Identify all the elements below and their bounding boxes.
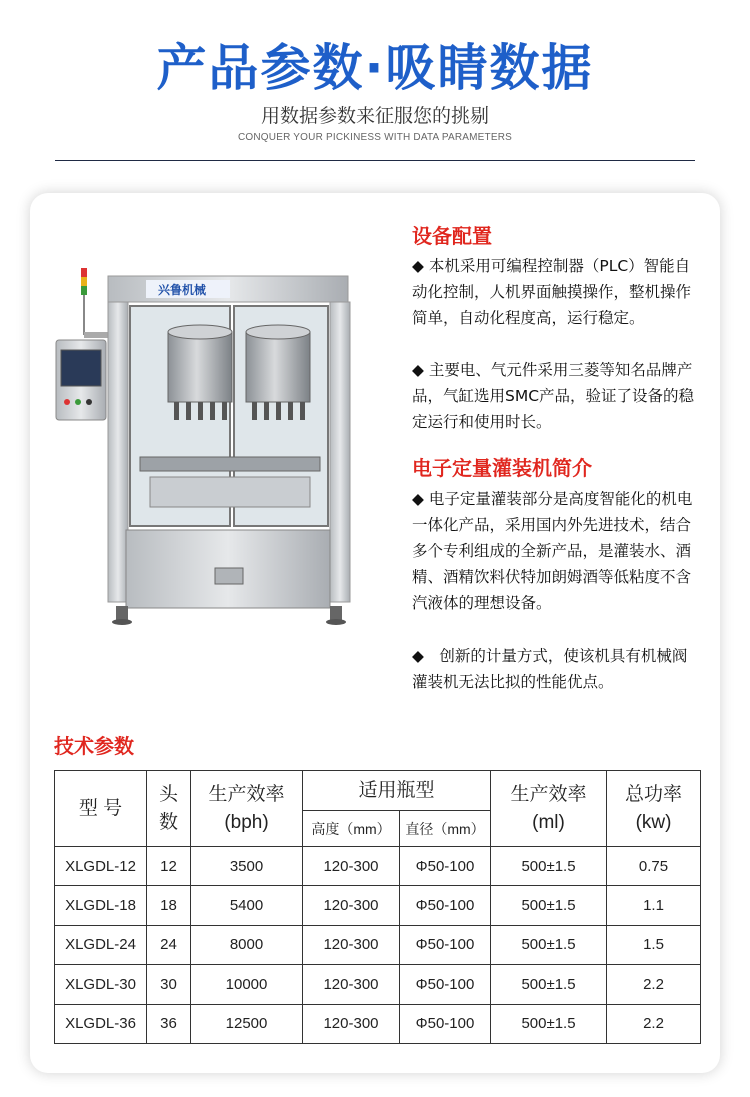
cell-height: 120-300 xyxy=(303,1004,400,1043)
cell-model: XLGDL-30 xyxy=(55,965,147,1004)
header-efficiency: 生产效率 (bph) xyxy=(191,771,303,847)
header-model: 型 号 xyxy=(55,771,147,847)
cell-diameter: Φ50-100 xyxy=(400,1004,491,1043)
page-subtitle-english: CONQUER YOUR PICKINESS WITH DATA PARAMETERS xyxy=(237,132,512,143)
cell-height: 120-300 xyxy=(303,886,400,925)
page-title: 产品参数·吸睛数据 xyxy=(156,39,594,97)
cell-power: 1.5 xyxy=(607,925,701,964)
machine-brand-label: 兴鲁机械 xyxy=(158,283,207,297)
cell-height: 120-300 xyxy=(303,925,400,964)
cell-height: 120-300 xyxy=(303,847,400,886)
config-title: 设备配置 xyxy=(412,224,492,248)
cell-volume: 500±1.5 xyxy=(491,925,607,964)
intro-paragraph-2: ◆ 创新的计量方式，使该机具有机械阀灌装机无法比拟的性能优点。 xyxy=(412,647,688,691)
header xyxy=(0,0,750,165)
specs-table xyxy=(54,770,700,1044)
header-bottle-type: 适用瓶型 xyxy=(303,771,491,811)
cell-bph: 5400 xyxy=(191,886,303,925)
cell-volume: 500±1.5 xyxy=(491,1004,607,1043)
cell-model: XLGDL-24 xyxy=(55,925,147,964)
header-diameter: 直径（mm） xyxy=(400,811,491,847)
cell-volume: 500±1.5 xyxy=(491,965,607,1004)
cell-heads: 18 xyxy=(147,886,191,925)
table-row xyxy=(55,1004,701,1043)
table-row xyxy=(55,847,701,886)
cell-model: XLGDL-18 xyxy=(55,886,147,925)
cell-bph: 10000 xyxy=(191,965,303,1004)
cell-power: 0.75 xyxy=(607,847,701,886)
header-volume: 生产效率 (ml) xyxy=(491,771,607,847)
specs-title: 技术参数 xyxy=(54,734,134,758)
cell-heads: 30 xyxy=(147,965,191,1004)
cell-diameter: Φ50-100 xyxy=(400,925,491,964)
cell-model: XLGDL-12 xyxy=(55,847,147,886)
cell-bph: 8000 xyxy=(191,925,303,964)
cell-volume: 500±1.5 xyxy=(491,847,607,886)
cell-diameter: Φ50-100 xyxy=(400,847,491,886)
header-heads: 头 数 xyxy=(147,771,191,847)
cell-power: 2.2 xyxy=(607,965,701,1004)
cell-heads: 24 xyxy=(147,925,191,964)
config-paragraph-2: ◆ 主要电、气元件采用三菱等知名品牌产品，气缸选用SMC产品，验证了设备的稳定运行和使用时长。 xyxy=(412,361,695,431)
cell-power: 2.2 xyxy=(607,1004,701,1043)
cell-bph: 12500 xyxy=(191,1004,303,1043)
intro-paragraph-1: ◆ 电子定量灌装部分是高度智能化的机电一体化产品，采用国内外先进技术，结合多个专利组成的全新产品，是灌装水、酒精、酒精饮料伏特加朗姆酒等低粘度不含汽液体的理想设备。 xyxy=(412,490,693,612)
table-row xyxy=(55,965,701,1004)
cell-model: XLGDL-36 xyxy=(55,1004,147,1043)
cell-diameter: Φ50-100 xyxy=(400,965,491,1004)
filling-machine-image xyxy=(50,262,370,642)
header-divider xyxy=(55,160,695,161)
cell-diameter: Φ50-100 xyxy=(400,886,491,925)
cell-volume: 500±1.5 xyxy=(491,886,607,925)
cell-heads: 36 xyxy=(147,1004,191,1043)
page-subtitle: 用数据参数来征服您的挑剔 xyxy=(260,105,489,127)
table-row xyxy=(55,886,701,925)
config-paragraph-1: ◆ 本机采用可编程控制器（PLC）智能自动化控制，人机界面触摸操作，整机操作简单，自动化程度高，运行稳定。 xyxy=(412,257,692,327)
cell-height: 120-300 xyxy=(303,965,400,1004)
header-power: 总功率 (kw) xyxy=(607,771,701,847)
cell-bph: 3500 xyxy=(191,847,303,886)
table-row xyxy=(55,925,701,964)
intro-title: 电子定量灌装机简介 xyxy=(412,456,592,480)
cell-heads: 12 xyxy=(147,847,191,886)
cell-power: 1.1 xyxy=(607,886,701,925)
header-height: 高度（mm） xyxy=(303,811,400,847)
